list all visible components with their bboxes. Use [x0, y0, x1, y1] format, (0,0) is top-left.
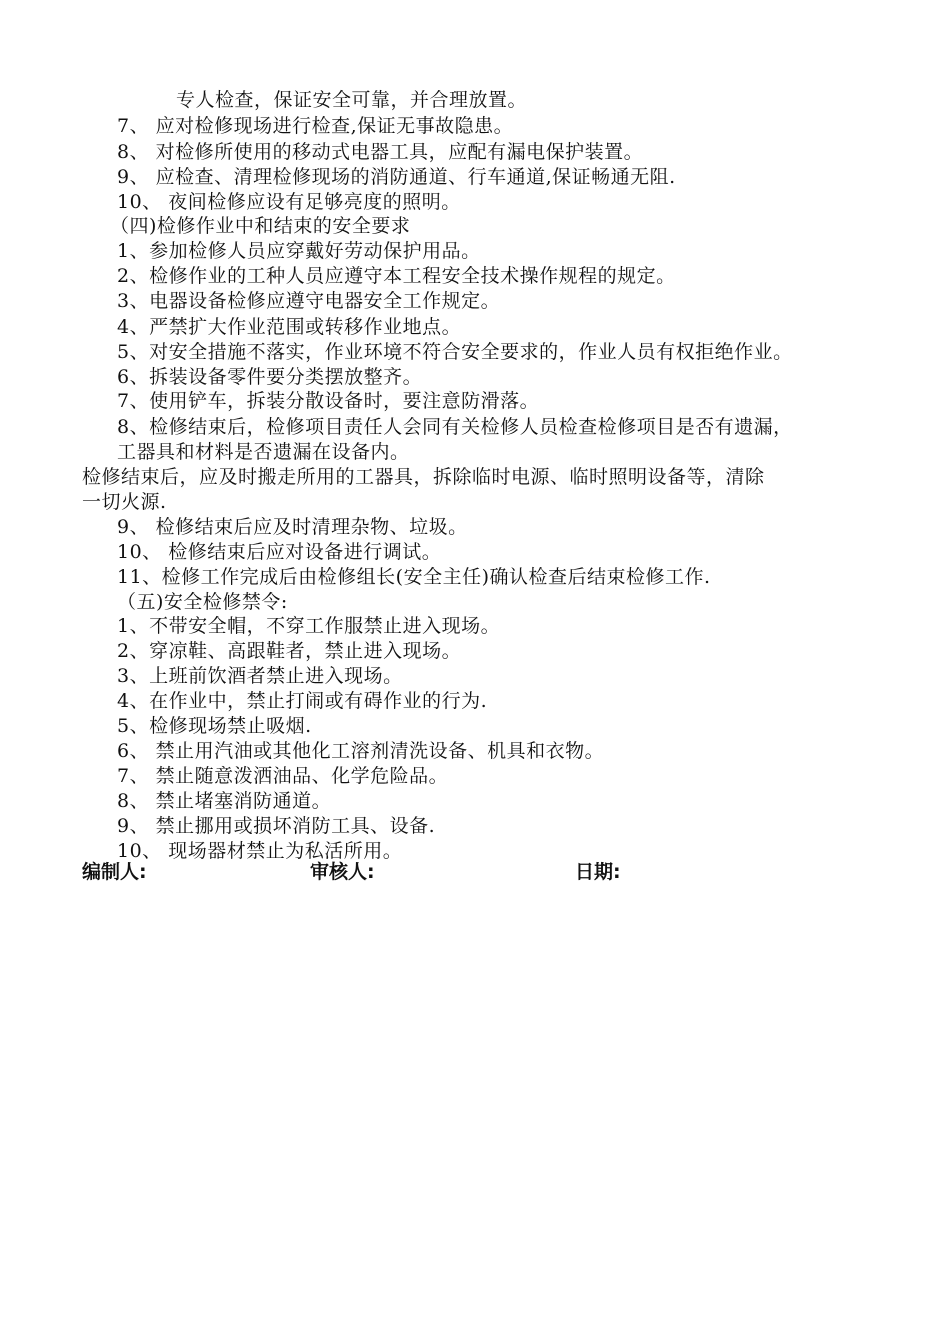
editor-label: 编制人:: [82, 861, 147, 883]
text-line: 检修结束后，应及时搬走所用的工器具，拆除临时电源、临时照明设备等，清除: [82, 466, 765, 488]
text-line: 9、 检修结束后应及时清理杂物、垃圾。: [117, 516, 468, 538]
text-line: 10、 现场器材禁止为私活所用。: [117, 840, 403, 862]
reviewer-label: 审核人:: [310, 861, 375, 883]
text-line: 7、 应对检修现场进行检查,保证无事故隐患。: [117, 115, 514, 137]
text-line: 1、不带安全帽，不穿工作服禁止进入现场。: [117, 615, 501, 637]
text-line: 5、对安全措施不落实，作业环境不符合安全要求的，作业人员有权拒绝作业。: [117, 341, 793, 363]
text-line: 8、 禁止堵塞消防通道。: [117, 790, 332, 812]
text-line: 11、检修工作完成后由检修组长(安全主任)确认检查后结束检修工作.: [117, 566, 711, 588]
text-line: 7、 禁止随意泼洒油品、化学危险品。: [117, 765, 449, 787]
text-line: 2、检修作业的工种人员应遵守本工程安全技术操作规程的规定。: [117, 265, 676, 287]
text-line: 5、检修现场禁止吸烟.: [117, 715, 312, 737]
text-line: 6、 禁止用汽油或其他化工溶剂清洗设备、机具和衣物。: [117, 740, 605, 762]
text-line: 10、 夜间检修应设有足够亮度的照明。: [117, 191, 461, 213]
text-line: 9、 应检查、清理检修现场的消防通道、行车通道,保证畅通无阻.: [117, 166, 676, 188]
text-line: 4、严禁扩大作业范围或转移作业地点。: [117, 316, 462, 338]
date-label: 日期:: [575, 861, 621, 883]
text-line: 3、上班前饮酒者禁止进入现场。: [117, 665, 403, 687]
text-line: 8、检修结束后，检修项目责任人会同有关检修人员检查检修项目是否有遗漏，: [117, 416, 793, 438]
text-line: 工器具和材料是否遗漏在设备内。: [117, 441, 410, 463]
text-line: 一切火源.: [82, 491, 167, 513]
text-line: 8、 对检修所使用的移动式电器工具，应配有漏电保护装置。: [117, 141, 644, 163]
text-line: 1、参加检修人员应穿戴好劳动保护用品。: [117, 240, 481, 262]
section-heading: （五)安全检修禁令:: [117, 591, 288, 613]
text-line: 9、 禁止挪用或损坏消防工具、设备.: [117, 815, 436, 837]
section-heading: （四)检修作业中和结束的安全要求: [110, 215, 411, 237]
text-line: 7、使用铲车，拆装分散设备时，要注意防滑落。: [117, 390, 540, 412]
text-line: 专人检查，保证安全可靠，并合理放置。: [176, 89, 528, 111]
text-line: 2、穿凉鞋、高跟鞋者，禁止进入现场。: [117, 640, 462, 662]
text-line: 6、拆装设备零件要分类摆放整齐。: [117, 366, 423, 388]
text-line: 4、在作业中，禁止打闹或有碍作业的行为.: [117, 690, 488, 712]
text-line: 3、电器设备检修应遵守电器安全工作规定。: [117, 290, 501, 312]
text-line: 10、 检修结束后应对设备进行调试。: [117, 541, 442, 563]
